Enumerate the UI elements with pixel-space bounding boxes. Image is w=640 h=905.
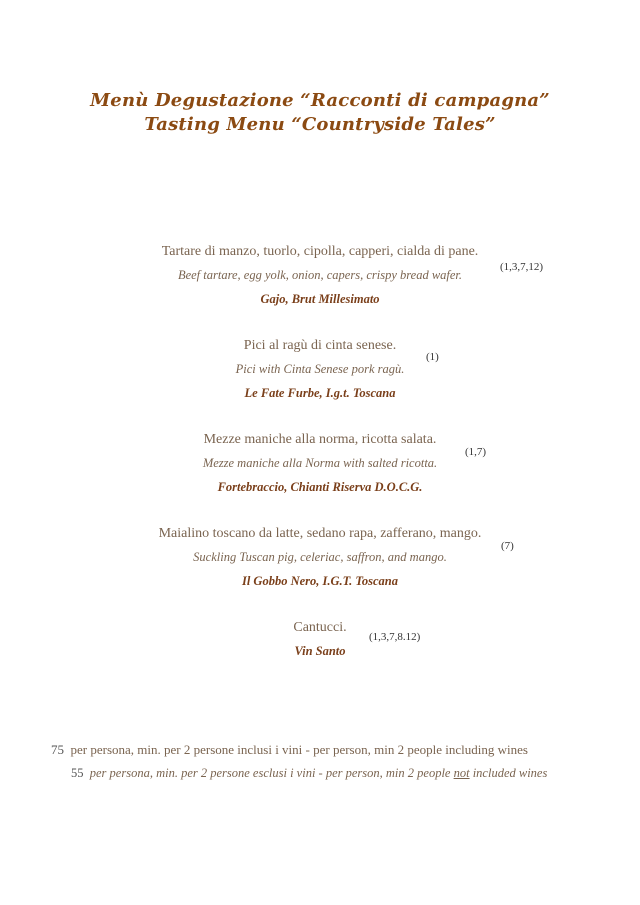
course-2-wine: Le Fate Furbe, I.g.t. Toscana xyxy=(244,386,396,400)
price-line-with-wines xyxy=(51,742,528,758)
price-amount-without-wines: 55 xyxy=(71,766,84,780)
course-2-allergens: (1) xyxy=(426,351,439,363)
course-5-italian: Cantucci. xyxy=(293,620,347,635)
course-5-wine: Vin Santo xyxy=(294,644,346,658)
course-3-wine: Fortebraccio, Chianti Riserva D.O.C.G. xyxy=(217,480,423,494)
course-4-english: Suckling Tuscan pig, celeriac, saffron, and mango. xyxy=(193,550,447,564)
course-3-allergens: (1,7) xyxy=(465,446,487,458)
course-3-italian: Mezze maniche alla norma, ricotta salata. xyxy=(203,432,437,447)
course-1-english: Beef tartare, egg yolk, onion, capers, crispy bread wafer. xyxy=(177,268,463,282)
menu-title-english: Tasting Menu “Countryside Tales” xyxy=(144,114,496,135)
course-3-english: Mezze maniche alla Norma with salted ricotta. xyxy=(202,456,438,470)
course-1-wine: Gajo, Brut Millesimato xyxy=(260,292,380,306)
course-1-italian: Tartare di manzo, tuorlo, cipolla, capperi, cialda di pane. xyxy=(161,244,479,259)
price-not-underlined: not xyxy=(453,766,470,780)
price-description-tail: included wines xyxy=(469,766,548,780)
price-amount-with-wines: 75 xyxy=(51,742,64,757)
course-4-italian: Maialino toscano da latte, sedano rapa, zafferano, mango. xyxy=(158,526,482,541)
menu-title-italian: Menù Degustazione “Racconti di campagna” xyxy=(90,90,550,111)
price-description-with-wines: per persona, min. per 2 persone inclusi i vini - per person, min 2 people including wines xyxy=(70,742,528,757)
price-line-without-wines xyxy=(71,766,547,781)
course-2-italian: Pici al ragù di cinta senese. xyxy=(243,338,397,353)
price-description-without-wines: per persona, min. per 2 persone esclusi i vini - per person, min 2 people xyxy=(89,766,454,780)
course-5-allergens: (1,3,7,8.12) xyxy=(369,631,421,643)
course-4-allergens: (7) xyxy=(501,540,514,552)
course-2-english: Pici with Cinta Senese pork ragù. xyxy=(235,362,405,376)
course-1-allergens: (1,3,7,12) xyxy=(500,261,544,273)
course-4-wine: Il Gobbo Nero, I.G.T. Toscana xyxy=(241,574,399,588)
